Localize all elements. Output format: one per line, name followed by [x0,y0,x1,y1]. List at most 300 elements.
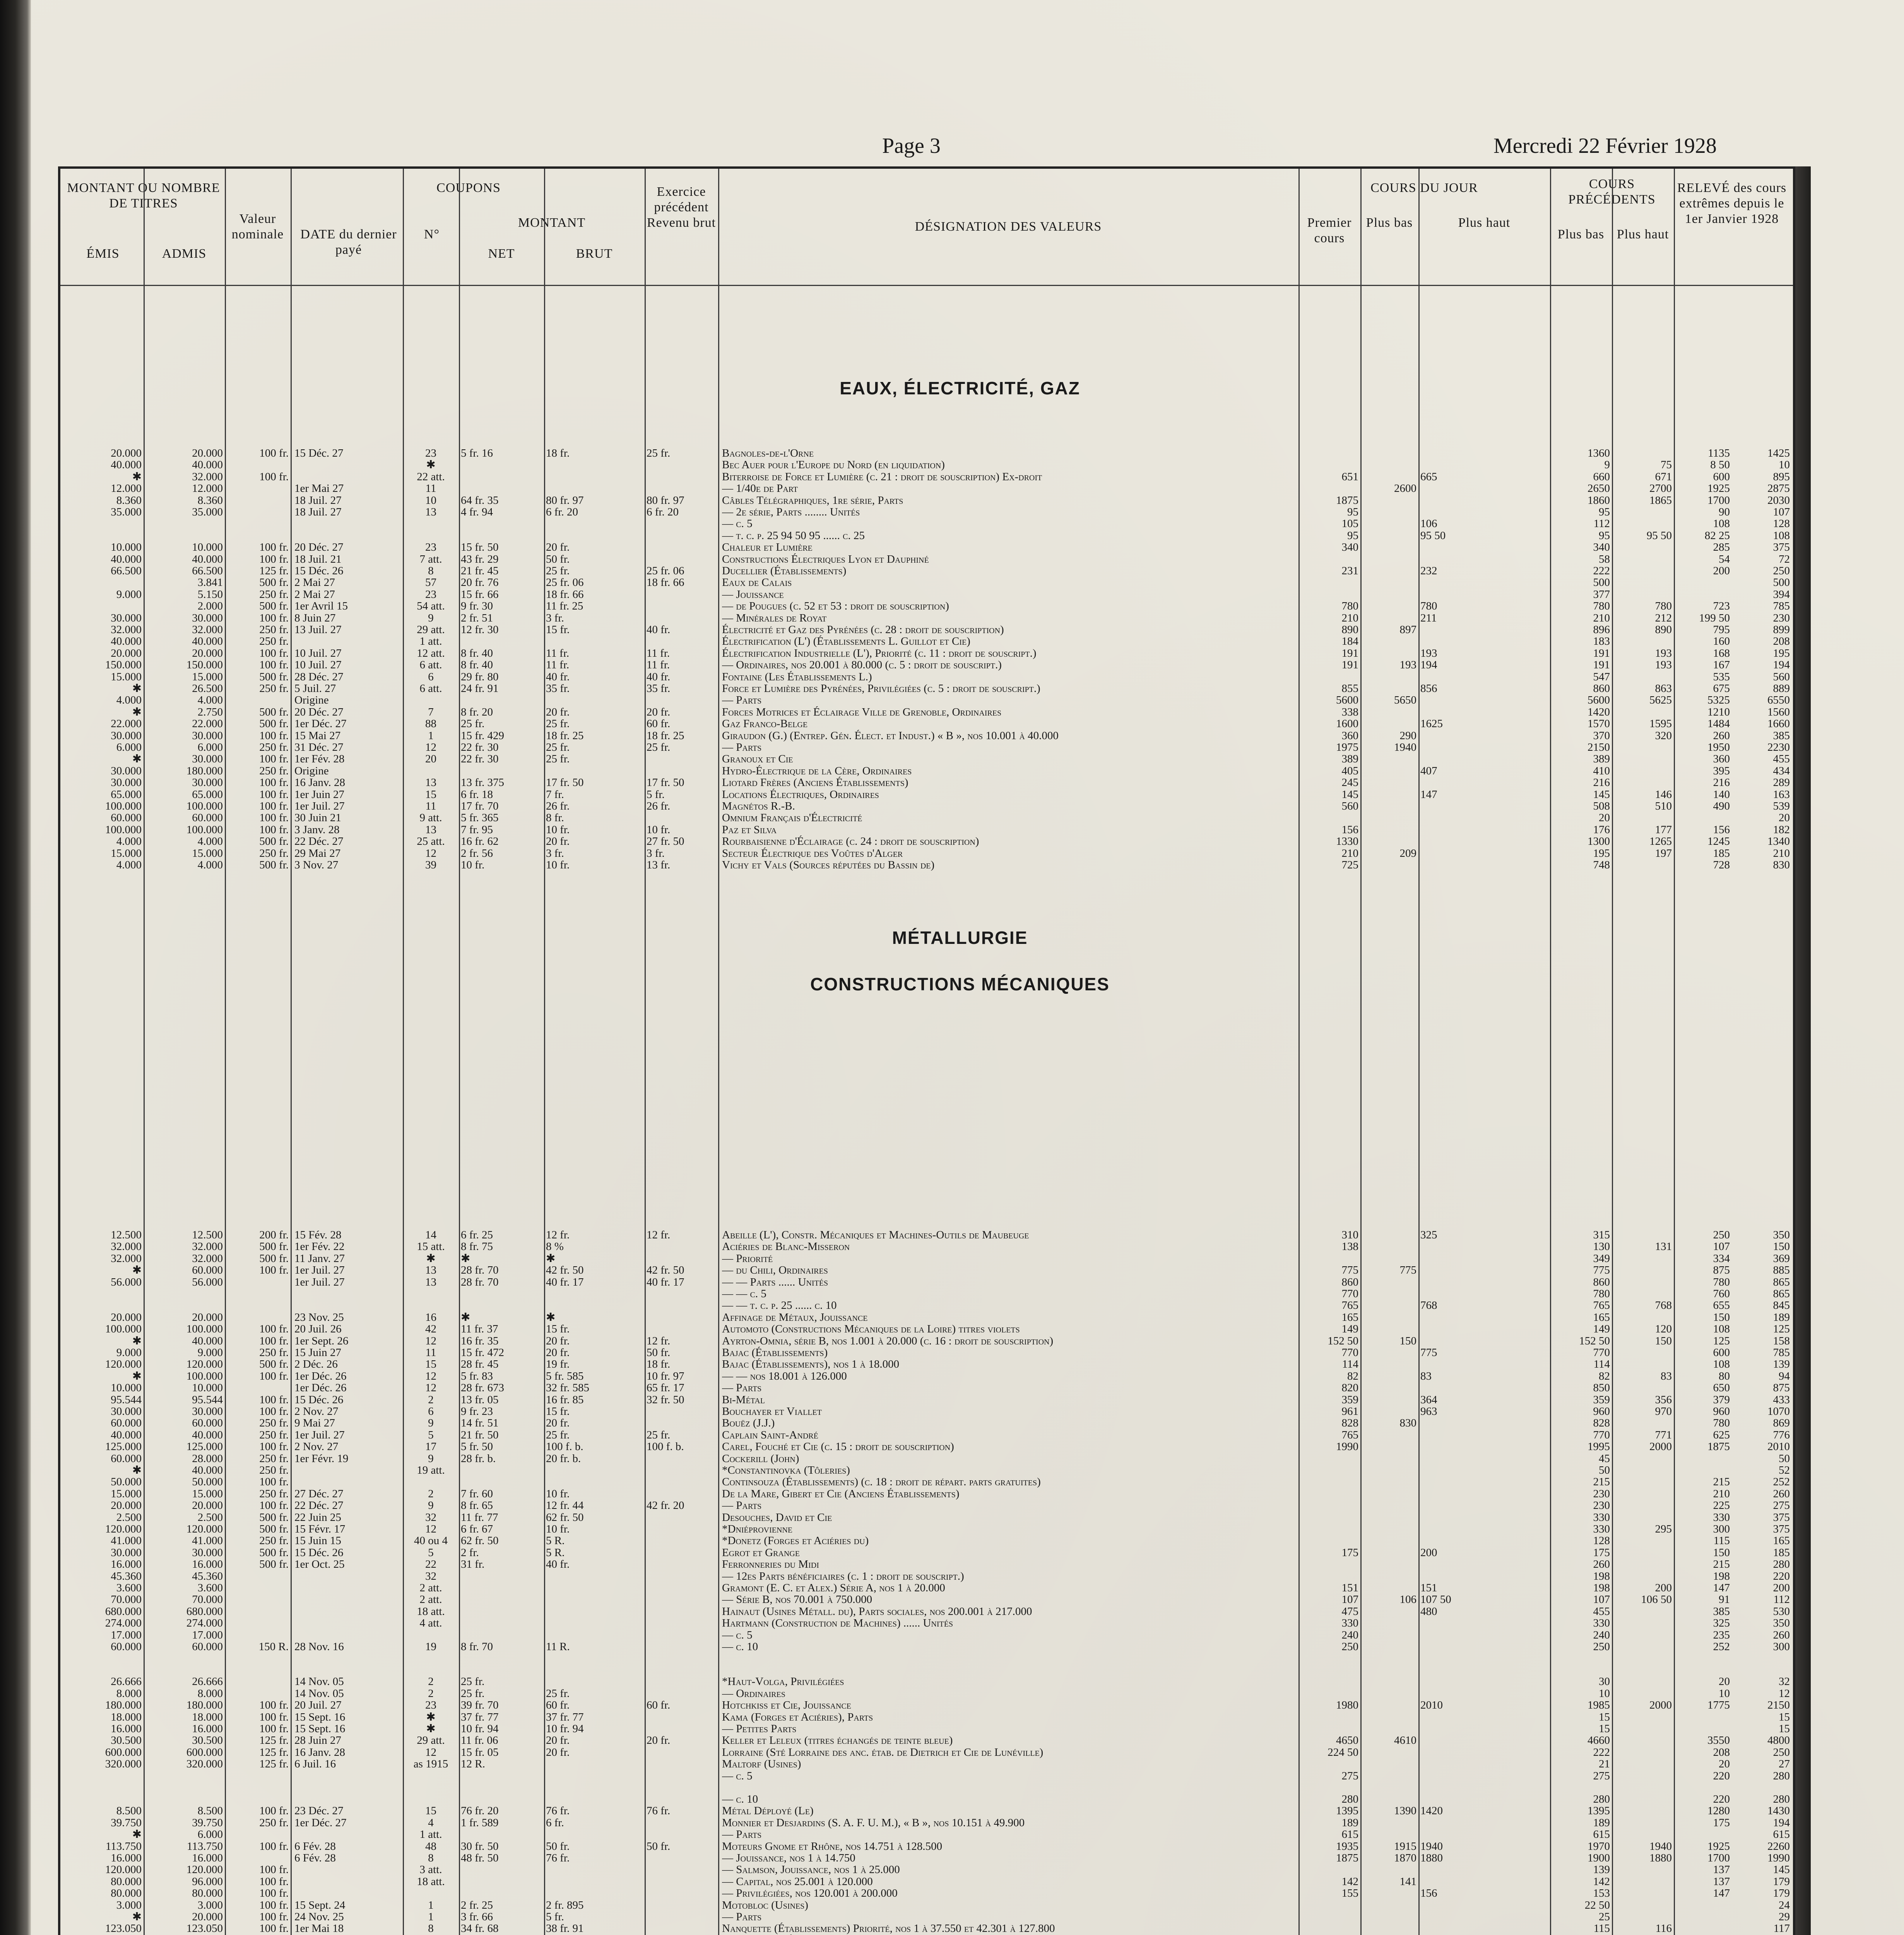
cell-numero: 7 [428,706,434,718]
cell-releve-bas: 325 [1713,1617,1730,1629]
cell-exercice: 32 fr. 50 [647,1394,684,1406]
table-row [60,1641,1793,1652]
cell-brut: 8 % [546,1241,564,1253]
cell-releve-haut: 500 [1773,577,1790,589]
cell-numero: 13 [425,824,436,836]
cell-releve-bas: 334 [1713,1252,1730,1265]
cell-brut: 5 R. [546,1535,565,1547]
cell-prec-bas: 765 [1593,1300,1610,1312]
cell-prec-bas: 215 [1593,1476,1610,1488]
cell-admis: 9.000 [197,1347,223,1359]
cell-prec-haut: 671 [1655,471,1672,483]
table-row [60,1417,1793,1429]
cell-releve-haut: 139 [1773,1358,1790,1370]
cell-releve-haut: 52 [1779,1464,1790,1476]
cell-premier: 360 [1341,729,1358,741]
cell-premier: 191 [1341,659,1358,671]
cell-prec-haut: 2000 [1649,1699,1672,1711]
col-brut-header: BRUT [576,247,613,261]
cell-brut: 6 fr. [546,1817,564,1829]
table-row [60,1512,1793,1523]
cell-admis: 70.000 [192,1594,223,1606]
cell-date: 10 Juil. 27 [294,647,342,659]
cell-designation: Chaleur et Lumière [722,541,813,553]
table-row [60,812,1793,824]
cell-designation: Monnier et Desjardins (S. A. F. U. M.), « B », nos 10.151 à 49.900 [722,1817,1025,1829]
cell-emis: 9.000 [116,588,142,601]
cell-releve-bas: 535 [1713,671,1730,683]
cell-valeur: 100 fr. [259,824,289,836]
cell-admis: 20.000 [192,647,223,659]
cell-numero: 10 [425,494,436,506]
cell-designation: — Capital, nos 25.001 à 120.000 [722,1875,873,1888]
cell-designation: Liotard Frères (Anciens Établissements) [722,777,908,789]
cell-net: 6 fr. 25 [461,1229,493,1241]
cell-exercice: 13 fr. [647,859,671,871]
cell-date: 1er Déc. 26 [294,1382,347,1394]
cell-valeur: 100 fr. [259,553,289,565]
cell-exercice: 10 fr. [647,824,671,836]
cell-prec-bas: 15 [1599,1711,1610,1723]
table-row [60,1335,1793,1347]
cell-net: 8 fr. 65 [461,1500,493,1512]
cell-premier: 145 [1341,788,1358,800]
cell-numero: 15 [425,788,436,800]
cell-prec-bas: 112 [1593,518,1610,530]
cell-prec-bas: 1420 [1588,706,1610,718]
cell-date: 8 Juin 27 [294,612,336,624]
cell-exercice: 76 fr. [647,1805,671,1817]
cell-releve-haut: 394 [1773,588,1790,601]
table-row [60,694,1793,706]
cell-releve-haut: 179 [1773,1887,1790,1899]
cell-date: 27 Déc. 27 [294,1488,344,1500]
cell-exercice: 40 fr. 17 [647,1276,684,1288]
cell-premier: 4650 [1336,1735,1358,1747]
cell-admis: 3.600 [197,1582,223,1594]
cell-releve-bas: 137 [1713,1864,1730,1876]
cell-emis: 150.000 [105,659,142,671]
table-row [60,1241,1793,1252]
cell-designation: Biterroise de Force et Lumière (c. 21 : droit de souscription) Ex-droit [722,471,1042,483]
cell-net: 10 fr. [461,859,485,871]
cell-admis: 45.360 [192,1570,223,1582]
cell-designation: *Dniéprovienne [722,1523,793,1535]
cell-emis: 15.000 [111,1488,142,1500]
cell-designation: *Constantinovka (Tôleries) [722,1464,850,1476]
cell-brut: 16 fr. 85 [546,1394,584,1406]
cell-designation: Bajac (Établissements) [722,1347,828,1359]
cell-numero: 2 att. [419,1594,442,1606]
cell-admis: 16.000 [192,1558,223,1570]
cell-prec-haut: 131 [1655,1241,1672,1253]
cell-prec-bas: 195 [1593,847,1610,859]
table-row [60,1476,1793,1488]
cell-designation: Force et Lumière des Pyrénées, Privilégiées (c. 5 : droit de souscript.) [722,683,1040,695]
cell-date: 14 Nov. 05 [294,1687,344,1700]
cell-exercice: 18 fr. 25 [647,729,684,741]
cell-premier: 615 [1341,1829,1358,1841]
cell-numero: 6 att. [419,683,442,695]
cell-designation: — Petites Parts [722,1723,797,1735]
cell-exercice: 6 fr. 20 [647,506,679,518]
cell-numero: 48 [425,1840,436,1852]
cell-net: 21 fr. 45 [461,565,499,577]
cell-designation: Keller et Leleux (titres échangés de teinte bleue) [722,1735,953,1747]
cell-premier: 142 [1341,1875,1358,1888]
cell-brut: 10 fr. [546,824,570,836]
cell-brut: 6 fr. 20 [546,506,578,518]
cell-emis: 80.000 [111,1887,142,1899]
table-row [60,1441,1793,1452]
table-row [60,1229,1793,1241]
cell-net: 43 fr. 29 [461,553,499,565]
cell-plus-bas: 141 [1399,1875,1416,1888]
cell-prec-haut: 200 [1655,1582,1672,1594]
cell-designation: Egrot et Grange [722,1546,800,1559]
cell-date: 15 Mai 27 [294,729,341,741]
cell-releve-bas: 215 [1713,1476,1730,1488]
cell-emis: 17.000 [111,1629,142,1641]
cell-numero: ✱ [426,459,436,471]
cell-releve-haut: 1660 [1767,718,1790,730]
cell-prec-bas: 1300 [1588,836,1610,848]
cell-brut: 11 fr. [546,659,570,671]
cell-numero: 19 att. [417,1464,445,1476]
cell-prec-bas: 1395 [1588,1805,1610,1817]
cell-premier: 780 [1341,600,1358,612]
cell-brut: 12 fr. [546,1229,570,1241]
cell-date: 6 Fév. 28 [294,1840,336,1852]
cell-plus-haut: 193 [1420,647,1437,659]
cell-valeur: 100 fr. [259,1394,289,1406]
cell-releve-bas: 215 [1713,1558,1730,1570]
cell-valeur: 100 fr. [259,447,289,459]
cell-prec-bas: 198 [1593,1570,1610,1582]
cell-designation: Moteurs Gnome et Rhône, nos 14.751 à 128.500 [722,1840,943,1852]
cell-net: 48 fr. 50 [461,1852,499,1864]
cell-brut: 38 fr. 91 [546,1923,584,1935]
cell-releve-haut: 194 [1773,1817,1790,1829]
cell-brut: 20 fr. [546,1735,570,1747]
cell-net: 22 fr. 30 [461,741,499,753]
cell-date: 6 Juil. 16 [294,1758,336,1770]
cell-prec-bas: 330 [1593,1511,1610,1523]
col-exercice-header: Exercice précédent Revenu brut [647,185,716,230]
cell-exercice: 20 fr. [647,1735,671,1747]
cell-designation: — c. 5 [722,518,753,530]
cell-releve-bas: 1700 [1707,494,1730,506]
cell-premier: 250 [1341,1641,1358,1653]
table-row [60,1500,1793,1511]
cell-releve-bas: 1925 [1707,1840,1730,1852]
cell-designation: — 1/40e de Part [722,483,798,495]
table-row [60,589,1793,600]
cell-prec-bas: 748 [1593,859,1610,871]
cell-valeur: 250 fr. [259,1452,289,1464]
cell-valeur: 100 fr. [259,1335,289,1347]
cell-admis: 150.000 [186,659,223,671]
col-emis-header: ÉMIS [86,247,120,261]
cell-valeur: 250 fr. [259,741,289,753]
cell-prec-bas: 1970 [1588,1840,1610,1852]
cell-brut: 25 fr. [546,1687,570,1700]
cell-releve-bas: 960 [1713,1406,1730,1418]
cell-plus-haut: 480 [1420,1605,1437,1618]
cell-releve-haut: 865 [1773,1288,1790,1300]
cell-brut: 18 fr. 25 [546,729,584,741]
cell-date: 3 Nov. 27 [294,859,339,871]
cell-emis: ✱ [132,683,142,695]
cell-releve-bas: 20 [1719,1758,1730,1770]
cell-plus-haut: 156 [1420,1887,1437,1899]
column-rule [1550,169,1551,1935]
cell-emis: 16.000 [111,1558,142,1570]
table-row [60,824,1793,836]
cell-releve-haut: 865 [1773,1276,1790,1288]
cell-emis: ✱ [132,1464,142,1476]
col-coupons-header: COUPONS [436,181,501,195]
cell-premier: 210 [1341,612,1358,624]
cell-plus-haut: 106 [1420,518,1437,530]
cell-net: 15 fr. 472 [461,1347,504,1359]
cell-emis: 125.000 [105,1441,142,1453]
cell-date: 24 Nov. 25 [294,1911,344,1923]
cell-releve-haut: 1070 [1767,1406,1790,1418]
cell-designation: Métal Déployé (Le) [722,1805,814,1817]
cell-releve-haut: 275 [1773,1500,1790,1512]
cell-admis: 30.000 [192,612,223,624]
cell-valeur: 125 fr. [259,1746,289,1759]
cell-releve-haut: 2230 [1767,741,1790,753]
cell-emis: 22.000 [111,718,142,730]
cell-net: 25 fr. [461,718,485,730]
cell-releve-bas: 625 [1713,1429,1730,1441]
cell-net: 25 fr. [461,1676,485,1688]
cell-valeur: 100 fr. [259,1911,289,1923]
cell-date: 1er Déc. 26 [294,1370,347,1382]
cell-prec-haut: 83 [1661,1370,1672,1382]
cell-prec-bas: 240 [1593,1629,1610,1641]
cell-prec-bas: 191 [1593,647,1610,659]
cell-date: 15 Fév. 28 [294,1229,342,1241]
cell-designation: — de Pougues (c. 52 et 53 : droit de souscription) [722,600,949,612]
cell-premier: 1990 [1336,1441,1358,1453]
cell-designation: Giraudon (G.) (Entrep. Gén. Élect. et Indust.) « B », nos 10.001 à 40.000 [722,729,1059,741]
cell-valeur: 100 fr. [259,647,289,659]
column-rule [1612,169,1613,1935]
cell-premier: 770 [1341,1288,1358,1300]
cell-prec-bas: 850 [1593,1382,1610,1394]
cell-releve-haut: 112 [1773,1594,1790,1606]
cell-designation: Bajac (Établissements), nos 1 à 18.000 [722,1358,900,1370]
cell-prec-bas: 176 [1593,824,1610,836]
cell-designation: Gaz Franco-Belge [722,718,808,730]
table-row [60,1805,1793,1817]
cell-releve-bas: 80 [1719,1370,1730,1382]
cell-admis: 3.841 [197,577,223,589]
table-row [60,1558,1793,1570]
cell-releve-haut: 280 [1773,1770,1790,1782]
cell-brut: ✱ [546,1252,556,1265]
cell-prec-bas: 370 [1593,729,1610,741]
table-row [60,1770,1793,1782]
cell-brut: 8 fr. [546,812,564,824]
cell-date: 1er Déc. 27 [294,1817,347,1829]
cell-premier: 765 [1341,1429,1358,1441]
cell-plus-haut: 151 [1420,1582,1437,1594]
cell-releve-haut: 208 [1773,635,1790,647]
cell-releve-bas: 260 [1713,729,1730,741]
cell-valeur: 100 fr. [259,1323,289,1335]
cell-numero: 12 [425,741,436,753]
cell-emis: 40.000 [111,459,142,471]
cell-releve-bas: 8 50 [1710,459,1730,471]
cell-plus-haut: 325 [1420,1229,1437,1241]
cell-net: 6 fr. 18 [461,788,493,800]
cell-date: 20 Juil. 26 [294,1323,342,1335]
cell-valeur: 100 fr. [259,753,289,765]
cell-numero: 32 [425,1570,436,1582]
cell-prec-haut: 1880 [1649,1852,1672,1864]
cell-admis: 2.750 [197,706,223,718]
cell-releve-haut: 530 [1773,1605,1790,1618]
cell-numero: 2 [428,1676,434,1688]
table-row [60,671,1793,683]
cell-date: 1er Avril 15 [294,600,348,612]
cell-premier: 389 [1341,753,1358,765]
cell-valeur: 250 fr. [259,1429,289,1441]
cell-releve-haut: 20 [1779,812,1790,824]
cell-premier: 280 [1341,1793,1358,1805]
cell-plus-bas: 193 [1399,659,1416,671]
cell-prec-bas: 175 [1593,1546,1610,1559]
cell-prec-bas: 230 [1593,1488,1610,1500]
cell-admis: 125.000 [186,1441,223,1453]
cell-designation: — Parts [722,1382,762,1394]
cell-date: 15 Déc. 26 [294,1394,344,1406]
cell-designation: Bouëz (J.J.) [722,1417,775,1429]
cell-net: 39 fr. 70 [461,1699,499,1711]
cell-prec-bas: 377 [1593,588,1610,601]
cell-valeur: 100 fr. [259,1500,289,1512]
cell-emis: 26.666 [111,1676,142,1688]
cell-brut: 20 fr. b. [546,1452,581,1464]
column-rule [1298,169,1300,1935]
table-row [60,530,1793,541]
cell-prec-bas: 9 [1604,459,1610,471]
cell-numero: ✱ [426,1723,436,1735]
cell-emis: 8.500 [116,1805,142,1817]
table-row [60,1864,1793,1875]
cell-premier: 138 [1341,1241,1358,1253]
cell-date: 9 Mai 27 [294,1417,335,1429]
cell-emis: 56.000 [111,1276,142,1288]
table-row [60,1453,1793,1464]
cell-net: 3 fr. 66 [461,1911,493,1923]
cell-prec-bas: 2650 [1588,483,1610,495]
cell-emis: 12.500 [111,1229,142,1241]
cell-brut: 5 fr. 585 [546,1370,584,1382]
cell-releve-haut: 1430 [1767,1805,1790,1817]
table-row [60,1370,1793,1382]
cell-valeur: 100 fr. [259,659,289,671]
cell-valeur: 100 fr. [259,1875,289,1888]
cell-releve-haut: 182 [1773,824,1790,836]
cell-net: 28 fr. 45 [461,1358,499,1370]
cell-valeur: 100 fr. [259,1264,289,1276]
cell-emis: 39.750 [111,1817,142,1829]
table-row [60,577,1793,588]
cell-emis: 20.000 [111,1311,142,1324]
cell-prec-haut: 970 [1655,1406,1672,1418]
table-row [60,1688,1793,1699]
cell-releve-haut: 195 [1773,647,1790,659]
cell-brut: 20 fr. [546,1347,570,1359]
cell-prec-bas: 58 [1599,553,1610,565]
cell-numero: 25 att. [417,836,445,848]
cell-releve-haut: 128 [1773,518,1790,530]
cell-designation: — — t. c. p. 25 ...... c. 10 [722,1300,837,1312]
cell-admis: 4.000 [197,836,223,848]
cell-releve-bas: 600 [1713,471,1730,483]
cell-designation: — Parts [722,1829,762,1841]
cell-admis: 32.000 [192,624,223,636]
cell-prec-bas: 780 [1593,600,1610,612]
cell-brut: 10 fr. [546,1523,570,1535]
cell-valeur: 100 fr. [259,788,289,800]
cell-date: 2 Mai 27 [294,577,335,589]
cell-prec-haut: 2000 [1649,1441,1672,1453]
table-row [60,1923,1793,1934]
cell-prec-bas: 455 [1593,1605,1610,1618]
cell-exercice: 35 fr. [647,683,671,695]
cell-plus-bas: 5650 [1394,694,1416,706]
cell-releve-haut: 776 [1773,1429,1790,1441]
cell-releve-haut: 785 [1773,1347,1790,1359]
cell-designation: Hydro-Électrique de la Cère, Ordinaires [722,765,912,777]
cell-releve-haut: 845 [1773,1300,1790,1312]
cell-brut: 25 fr. 06 [546,577,584,589]
cell-designation: Bi-Métal [722,1394,765,1406]
table-row [60,1347,1793,1358]
cell-prec-bas: 1570 [1588,718,1610,730]
cell-designation: Abeille (L'), Constr. Mécaniques et Machines-Outils de Maubeuge [722,1229,1029,1241]
cell-date: 28 Nov. 16 [294,1641,344,1653]
cell-designation: — 2e série, Parts ........ Unités [722,506,860,518]
table-row [60,471,1793,483]
cell-numero: 13 [425,1264,436,1276]
cell-premier: 855 [1341,683,1358,695]
cell-prec-bas: 1900 [1588,1852,1610,1864]
cell-valeur: 250 fr. [259,1535,289,1547]
cell-emis: 66.500 [111,565,142,577]
cell-prec-bas: 860 [1593,683,1610,695]
cell-date: 11 Janv. 27 [294,1252,345,1265]
table-row [60,1523,1793,1535]
cell-numero: 12 [425,1382,436,1394]
cell-plus-haut: 963 [1420,1406,1437,1418]
cell-net: 15 fr. 66 [461,588,499,601]
cell-date: Origine [294,694,329,706]
cell-numero: 9 [428,612,434,624]
cell-releve-haut: 24 [1779,1899,1790,1911]
cell-valeur: 250 fr. [259,1488,289,1500]
cell-valeur: 100 fr. [259,1406,289,1418]
cell-releve-haut: 895 [1773,471,1790,483]
cell-releve-bas: 1775 [1707,1699,1730,1711]
cell-emis: 95.544 [111,1394,142,1406]
